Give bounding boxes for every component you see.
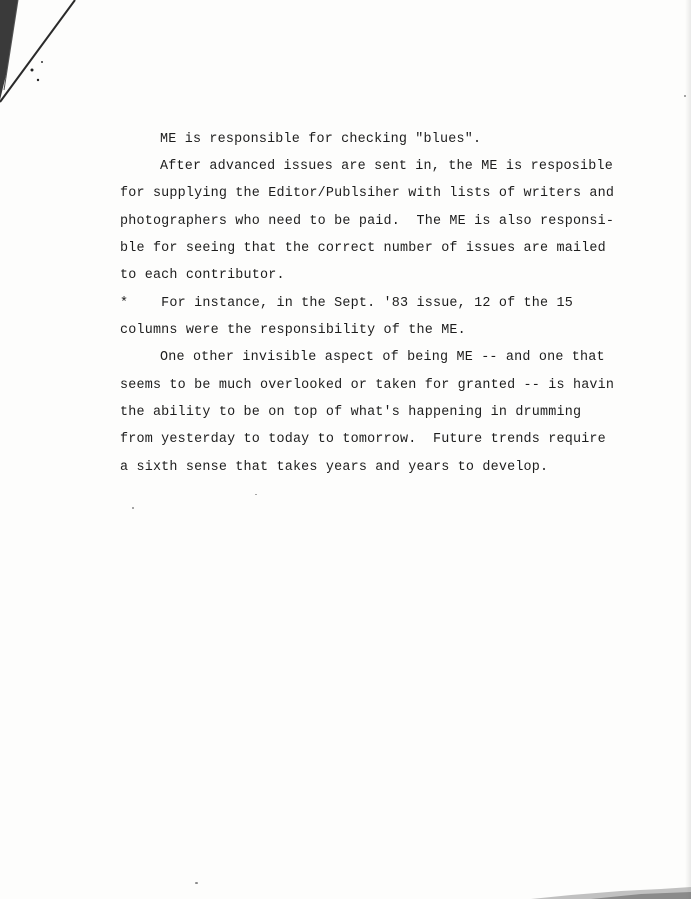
text-line: * For instance, in the Sept. '83 issue, 12 of the 15 [120, 296, 573, 311]
speck [684, 95, 686, 97]
text-line: ble for seeing that the correct number of issues are mailed [120, 241, 606, 256]
text-line: to each contributor. [120, 268, 285, 283]
speck [195, 882, 198, 884]
text-line: for supplying the Editor/Publsiher with lists of writers and [120, 186, 615, 201]
text-line: from yesterday to today to tomorrow. Future trends require [120, 432, 606, 447]
text-line: seems to be much overlooked or taken for granted -- is havin [120, 378, 615, 393]
speck [255, 494, 257, 495]
text-line: After advanced issues are sent in, the ME is resposible [160, 159, 613, 174]
text-line: photographers who need to be paid. The ME is also responsi- [120, 214, 615, 229]
text-line: columns were the responsibility of the ME. [120, 323, 466, 338]
text-line: ME is responsible for checking "blues". [160, 132, 482, 147]
speck [132, 507, 134, 509]
text-line: One other invisible aspect of being ME -- and one that [160, 350, 605, 365]
scan-bottom-shadow [531, 881, 691, 899]
scan-corner-fold [0, 0, 80, 110]
text-line: the ability to be on top of what's happening in drumming [120, 405, 582, 420]
text-line: a sixth sense that takes years and years to develop. [120, 460, 549, 475]
scan-right-edge [685, 0, 691, 899]
